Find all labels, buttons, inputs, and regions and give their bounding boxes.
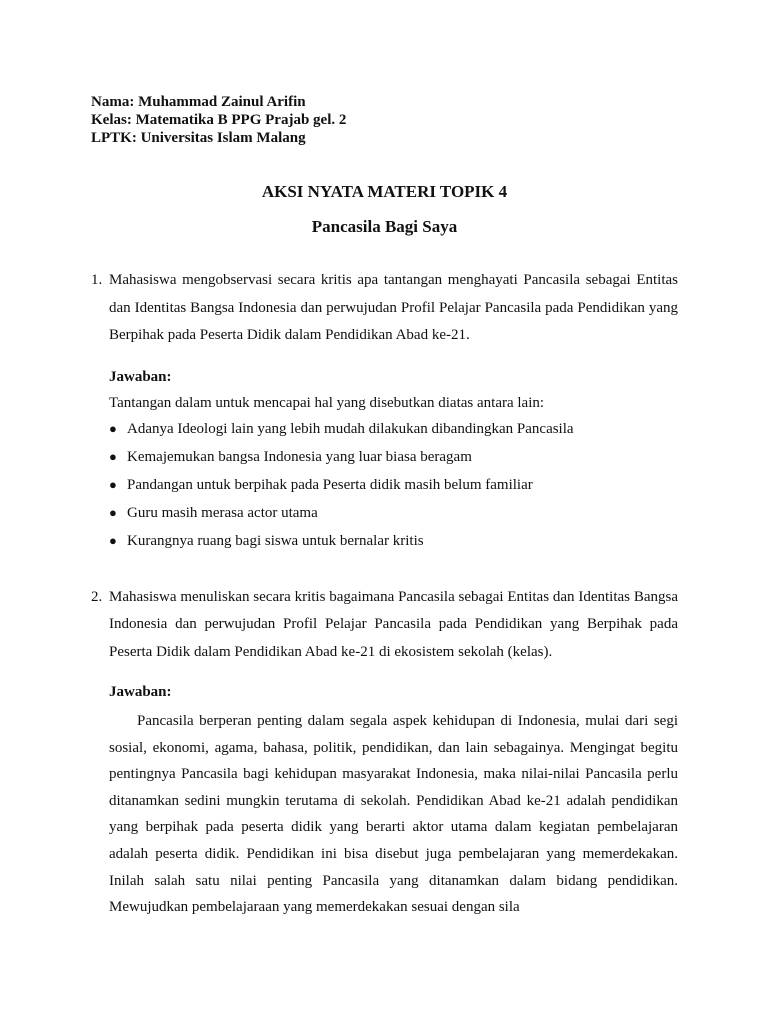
document-subtitle: Pancasila Bagi Saya (311, 217, 458, 236)
list-item (109, 499, 678, 527)
answer-label: Jawaban: (109, 368, 172, 385)
list-item (109, 443, 678, 471)
question-number: 2. (91, 588, 103, 605)
bullet-icon: ● (109, 532, 117, 548)
question-number: 1. (91, 272, 103, 288)
bullet-text: Pandangan untuk berpihak pada Peserta didik masih belum familiar (127, 476, 533, 493)
header-block (91, 93, 678, 147)
question-text: Mahasiswa mengobservasi secara kritis apa tantangan menghayati Pancasila sebagai Entitas dan Identitas Bangsa Indonesia dan perwujudan Profil Pelajar Pancasila pada Pendidikan yang Berpihak pada Peserta Didik dalam Pendidikan Abad ke-21. (109, 272, 678, 343)
bullet-icon: ● (109, 504, 117, 520)
list-item (109, 415, 678, 443)
list-item (109, 471, 678, 499)
question-1 (91, 267, 678, 350)
bullet-text: Kurangnya ruang bagi siswa untuk bernalar kritis (127, 532, 424, 549)
document-title: AKSI NYATA MATERI TOPIK 4 (261, 182, 508, 201)
question-text: Mahasiswa menuliskan secara kritis bagaimana Pancasila sebagai Entitas dan Identitas Bangsa Indonesia dan perwujudan Profil Pelajar Pancasila pada Pendidikan yang Berpihak pada Peserta Didik dalam Pendidikan Abad ke-21 di ekosistem sekolah (kelas). (109, 588, 678, 660)
list-item (109, 527, 678, 555)
answer-paragraph: Pancasila berperan penting dalam segala aspek kehidupan di Indonesia, mulai dari segi sosial, ekonomi, agama, bahasa, politik, pendidikan, dan lain sebagainya. Mengingat begitu pentingnya Pancasila bagi kehidupan masyarakat Indonesia, maka nilai-nilai Pancasila perlu ditanamkan sedini mungkin terutama di sekolah. Pendidikan Abad ke-21 adalah pendidikan yang berpihak pada peserta didik yang berarti aktor utama dalam kegiatan pembelajaran adalah peserta didik. Pendidikan ini bisa disebut juga pembelajaran yang memerdekakan. Inilah salah satu nilai penting Pancasila yang ditanamkan dalam bidang pendidikan. Mewujudkan pembelajaraan yang memerdekakan sesuai dengan sila (109, 713, 678, 916)
question-2 (91, 584, 678, 667)
bullet-icon: ● (109, 448, 117, 464)
student-institution: LPTK: Universitas Islam Malang (91, 130, 306, 146)
bullet-text: Kemajemukan bangsa Indonesia yang luar biasa beragam (127, 448, 472, 465)
bullet-text: Guru masih merasa actor utama (127, 504, 318, 521)
bullet-list (109, 415, 678, 555)
answer-intro: Tantangan dalam untuk mencapai hal yang disebutkan diatas antara lain: (109, 394, 545, 411)
answer-1 (109, 365, 678, 555)
student-name: Nama: Muhammad Zainul Arifin (91, 94, 306, 110)
bullet-icon: ● (109, 420, 117, 436)
answer-2 (109, 680, 678, 921)
bullet-icon: ● (109, 476, 117, 492)
student-class: Kelas: Matematika B PPG Prajab gel. 2 (91, 112, 347, 128)
answer-label: Jawaban: (109, 684, 172, 700)
bullet-text: Adanya Ideologi lain yang lebih mudah dilakukan dibandingkan Pancasila (127, 420, 574, 437)
